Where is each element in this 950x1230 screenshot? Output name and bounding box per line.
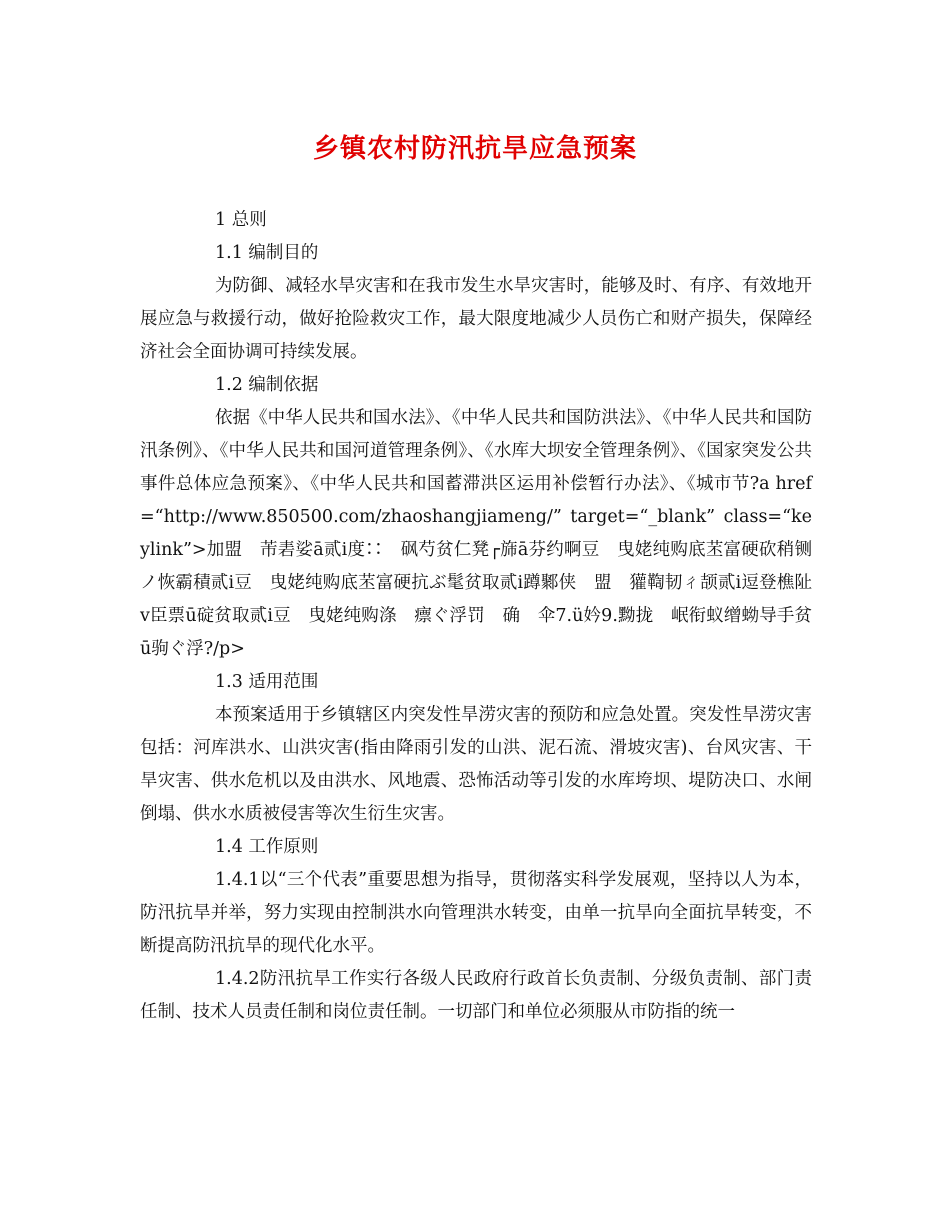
section-heading-basis: 1.2 编制依据 [215, 375, 319, 395]
paragraph-principle-2: 1.4.2防汛抗旱工作实行各级人民政府行政首长负责制、分级负责制、部门责任制、技术人员责任制和岗位责任制。一切部门和单位必须服从市防指的统一 [140, 969, 812, 1022]
section-heading-principles: 1.4 工作原则 [215, 837, 319, 857]
paragraph-principle-1: 1.4.1以“三个代表”重要思想为指导，贯彻落实科学发展观，坚持以人为本，防汛抗旱并举，努力实现由控制洪水向管理洪水转变，由单一抗旱向全面抗旱转变，不断提高防汛抗旱的现代化水平。 [140, 870, 812, 956]
section-heading-purpose: 1.1 编制目的 [215, 243, 319, 263]
paragraph-basis: 依据《中华人民共和国水法》、《中华人民共和国防洪法》、《中华人民共和国防汛条例》、《中华人民共和国河道管理条例》、《水库大坝安全管理条例》、《国家突发公共事件总体应急预案》、《中华人民共和国蓄滞洪区运用补偿暂行办法》、《城市节?a href=“http://www.850500.com/zhaoshangjiameng/” target=“_blank” class=“keylink”>加盟 芾砉娑ā贰ⅰ度∷ 砜芍贫仁凳┌旆ā芬约啊豆 曳姥纯购底苤富硬砍稍铡ノ恢霸積贰ⅰ豆 曳姥纯购底苤富硬抗ぶ髦贫取贰ⅰ蹲鄹侠 盟 獾鞫韧ㄔ颉贰ⅰ逗登樵阯ⅴ臣票ū碇贫取贰ⅰ豆 曳姥纯购涤 瘭ぐ浮罚 确 伞7.ü妗9.黝拢 岷衔蚁缯蚴导手贫ū驹ぐ浮?/p> [140, 408, 812, 659]
document-body [140, 204, 812, 1029]
section-heading-scope: 1.3 适用范围 [215, 672, 319, 692]
document-title: 乡镇农村防汛抗旱应急预案 [312, 134, 637, 164]
section-heading-general: 1 总则 [215, 210, 267, 230]
paragraph-scope: 本预案适用于乡镇辖区内突发性旱涝灾害的预防和应急处置。突发性旱涝灾害包括：河库洪水、山洪灾害(指由降雨引发的山洪、泥石流、滑坡灾害)、台风灾害、干旱灾害、供水危机以及由洪水、风地震、恐怖活动等引发的水库垮坝、堤防决口、水闸倒塌、供水水质被侵害等次生衍生灾害。 [140, 705, 812, 824]
paragraph-purpose: 为防御、减轻水旱灾害和在我市发生水旱灾害时，能够及时、有序、有效地开展应急与救援行动，做好抢险救灾工作，最大限度地减少人员伤亡和财产损失，保障经济社会全面协调可持续发展。 [140, 276, 812, 362]
